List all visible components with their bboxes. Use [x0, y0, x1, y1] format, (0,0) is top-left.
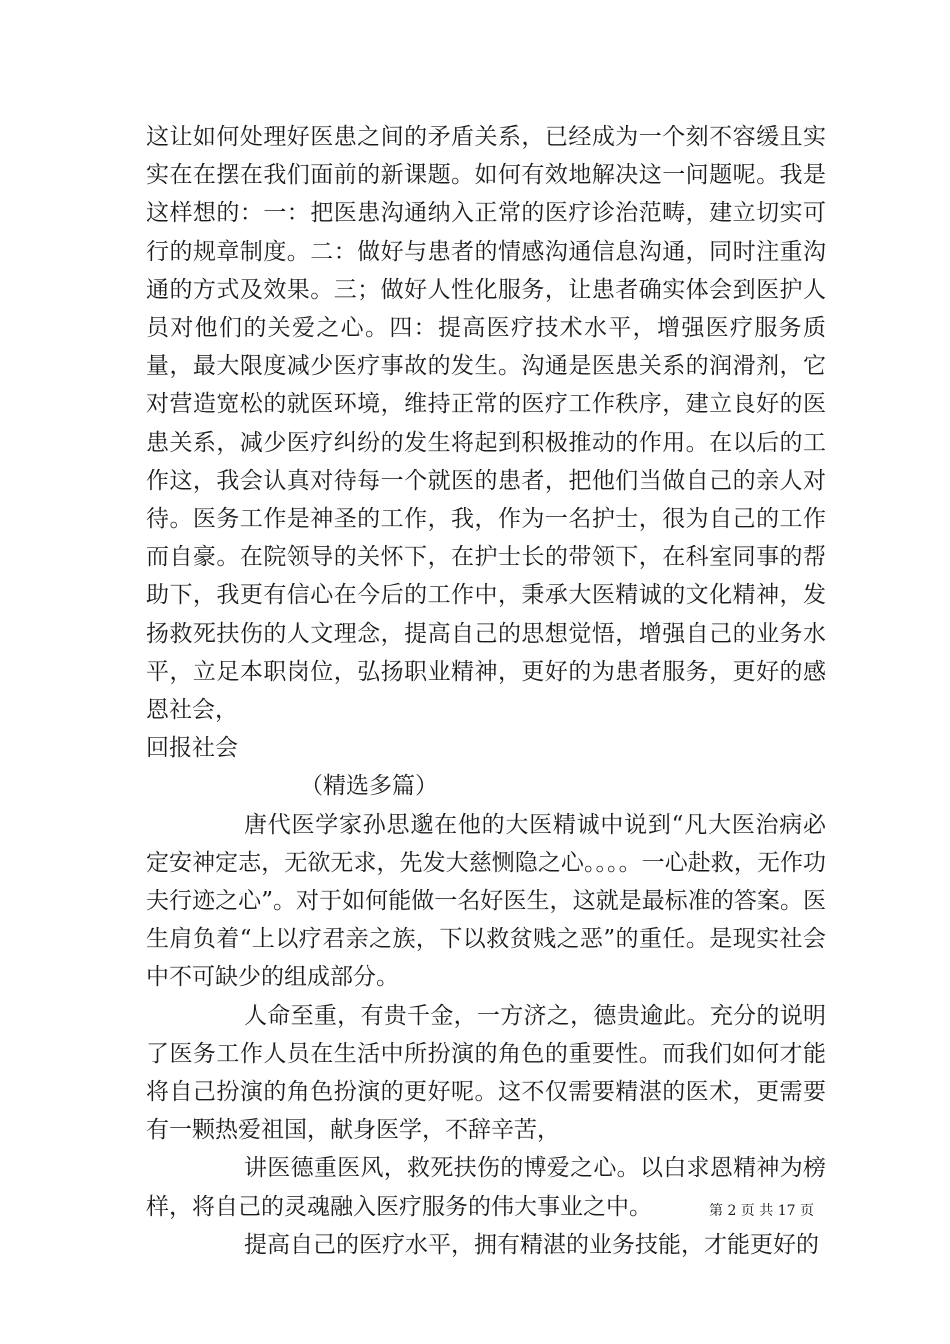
paragraph-6: 提高自己的医疗水平，拥有精湛的业务技能，才能更好的: [244, 1231, 819, 1258]
paragraph-2: 回报社会: [146, 735, 238, 762]
paragraph-1: 这让如何处理好医患之间的矛盾关系，已经成为一个刻不容缓且实实在在摆在我们面前的新课题。如何有效地解决这一问题呢。我是这样想的：一：把医患沟通纳入正常的医疗诊治范畴，建立切实可行的规章制度。二：做好与患者的情感沟通信息沟通，同时注重沟通的方式及效果。三；做好人性化服务，让患者确实体会到医护人员对他们的关爱之心。四：提高医疗技术水平，增强医疗服务质量，最大限度减少医疗事故的发生。沟通是医患关系的润滑剂，它对营造宽松的就医环境，维持正常的医疗工作秩序，建立良好的医患关系，减少医疗纠纷的发生将起到积极推动的作用。在以后的工作这，我会认真对待每一个就医的患者，把他们当做自己的亲人对待。医务工作是神圣的工作，我，作为一名护士，很为自己的工作而自豪。在院领导的关怀下，在护士长的带领下，在科室同事的帮助下，我更有信心在今后的工作中，秉承大医精诚的文化精神，发扬救死扶伤的人文理念，提高自己的思想觉悟，增强自己的业务水平，立足本职岗位，弘扬职业精神，更好的为患者服务，更好的感恩社会，: [146, 124, 826, 724]
section-subtitle: （精选多篇）: [300, 773, 438, 800]
paragraph-4: 人命至重，有贵千金，一方济之，德贵逾此。充分的说明了医务工作人员在生活中所扮演的角色的重要性。而我们如何才能将自己扮演的角色扮演的更好呢。这不仅需要精湛的医术，更需要有一颗热爱祖国，献身医学，不辞辛苦，: [146, 1002, 826, 1144]
paragraph-5: 讲医德重医风，救死扶伤的博爱之心。以白求恩精神为榜样，将自己的灵魂融入医疗服务的伟大事业之中。: [146, 1155, 826, 1220]
page-number-footer: 第 2 页 共 17 页: [709, 1203, 814, 1219]
paragraph-3: 唐代医学家孙思邈在他的大医精诚中说到“凡大医治病必定安神定志，无欲无求，先发大慈恻隐之心。。。。一心赴救，无作功夫行迹之心”。对于如何能做一名好医生，这就是最标准的答案。医生肩负着“上以疗君亲之族，下以救贫贱之恶”的重任。是现实社会中不可缺少的组成部分。: [146, 811, 826, 991]
body-text: [146, 118, 826, 1264]
